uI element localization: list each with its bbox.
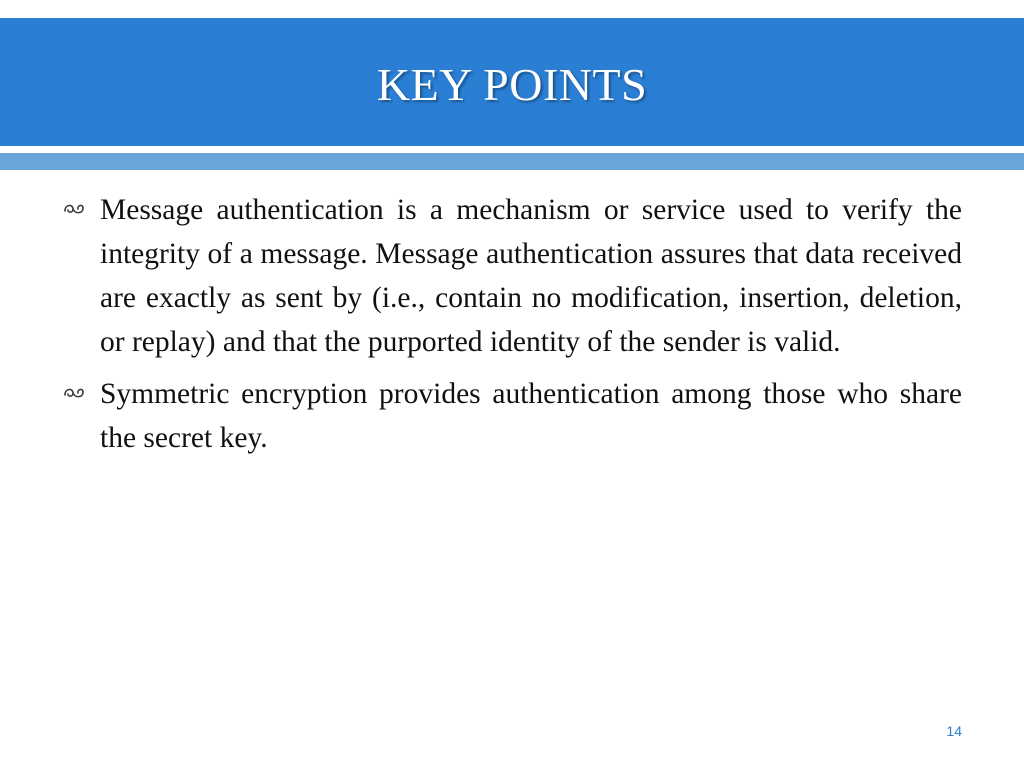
bullet-text: Message authentication is a mechanism or service used to verify the integrity of a message. Message authentication assures that data received are exactly as sent by (i.e., contain no modification, insertion, deletion, or replay) and that the purported identity of the sender is valid. (100, 194, 962, 358)
slide-title: KEY POINTS (376, 58, 648, 110)
swirl-bullet-icon (62, 372, 100, 400)
title-band (0, 18, 1024, 146)
accent-stripe (0, 153, 1024, 170)
bullet-list (62, 188, 962, 468)
bullet-item (62, 372, 962, 460)
bullet-text: Symmetric encryption provides authentication among those who share the secret key. (100, 378, 962, 454)
bullet-item (62, 188, 962, 364)
page-number: 14 (946, 723, 962, 739)
swirl-bullet-icon (62, 188, 100, 216)
